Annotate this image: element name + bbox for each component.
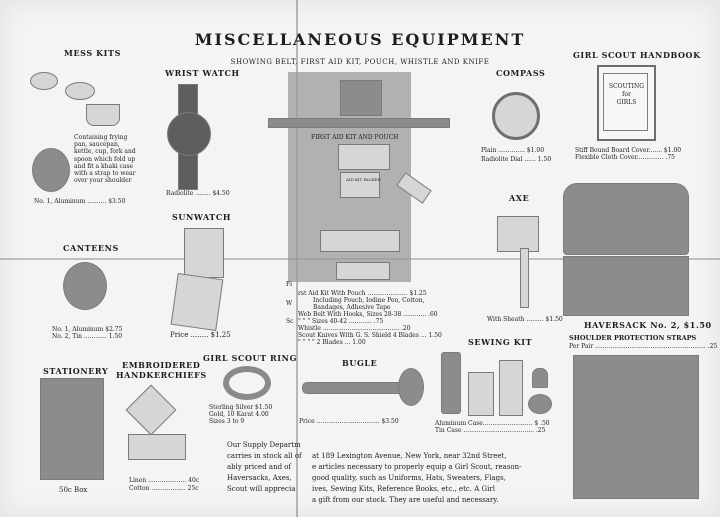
- bandages-image: [320, 230, 400, 252]
- sewing-case-open-image: [499, 360, 523, 416]
- bottom-text-left-3: ably priced and of: [227, 463, 292, 471]
- sewing-case-aluminum-image: [441, 352, 461, 414]
- axe-head-image: [497, 216, 539, 252]
- sunwatch-price: Price ........ $1.25: [170, 331, 231, 339]
- sunwatch-lid-image: [184, 228, 224, 278]
- bottom-text-right-3: good quality, such as Uniforms, Hats, Sweaters, Flags,: [312, 474, 506, 482]
- haversack-heading: HAVERSACK No. 2, $1.50: [584, 320, 712, 330]
- bottom-text-left-4: Haversacks, Axes,: [227, 474, 292, 482]
- handkerchiefs-heading-line1: EMBROIDERED: [122, 360, 201, 370]
- compass-heading: COMPASS: [496, 68, 546, 78]
- mess-kits-heading: MESS KITS: [64, 48, 121, 58]
- handbook-heading: GIRL SCOUT HANDBOOK: [573, 50, 701, 60]
- cotton-image: [336, 262, 390, 280]
- first-aid-inside-label: AID KIT PACKED: [346, 177, 381, 182]
- sewing-case-tin-image: [468, 372, 494, 416]
- first-aid-line-4: Web Belt With Hooks, Sizes 28-38 ............ .60: [298, 311, 438, 318]
- mess-kit-plate-image: [65, 82, 95, 100]
- first-aid-line-5: " " " Sizes 40-42 ............ .75: [298, 318, 384, 325]
- bugle-price: Price ................................. $3.50: [299, 418, 399, 425]
- sunwatch-heading: SUNWATCH: [172, 212, 231, 222]
- ring-heading: GIRL SCOUT RING: [203, 353, 297, 363]
- axe-price: With Sheath ......... $1.50: [487, 316, 563, 323]
- handkerchiefs-heading-line2: HANDKERCHIEFS: [116, 370, 207, 380]
- stationery-price: 50c Box: [59, 486, 88, 494]
- web-belt-image: [268, 118, 450, 128]
- first-aid-line-1: rst Aid Kit With Pouch ..................... $1.25: [298, 290, 427, 297]
- canteen-image: [63, 262, 107, 310]
- straps-price: Per Pair .......................................................... .25: [569, 343, 718, 350]
- thread-spool-image: [528, 394, 552, 414]
- mess-kits-price: No. 1, Aluminum .......... $3.50: [34, 198, 126, 205]
- sewing-kit-price-2: Tin Case ..................................... .25: [435, 427, 546, 434]
- bugle-bell-image: [398, 368, 424, 406]
- page-title: MISCELLANEOUS EQUIPMENT: [194, 30, 526, 49]
- bottom-text-left-1: Our Supply Departm: [227, 441, 301, 449]
- first-aid-line-7: Scout Knives With G. S. Shield 4 Blades ... 1.50: [298, 332, 442, 339]
- axe-heading: AXE: [509, 193, 530, 203]
- wrist-watch-heading: WRIST WATCH: [165, 68, 240, 78]
- sunwatch-base-image: [171, 273, 224, 331]
- first-aid-line-2: Including Pouch, Iodine Pen, Cotton,: [313, 297, 425, 304]
- haversack-lower-image: [563, 256, 689, 316]
- first-aid-line-8: " " " " 2 Blades ... 1.00: [298, 339, 366, 346]
- first-aid-line-3: Bandages, Adhesive Tape: [313, 304, 391, 311]
- haversack-image: [563, 183, 689, 255]
- handbook-cover-line-1: SCOUTING: [608, 83, 645, 90]
- page-subtitle: SHOWING BELT, FIRST AID KIT, POUCH, WHISTLE AND KNIFE: [230, 58, 490, 66]
- handkerchiefs-price-2: Cotton .................. 25c: [129, 485, 199, 492]
- mess-kits-description: Containing frying pan, saucepan, kettle, cup, fork and spoon which fold up and fit a khaki case with a strap to wear over your shoulder: [74, 134, 136, 185]
- bottom-text-right-1: at 189 Lexington Avenue, New York, near 32nd Street,: [312, 452, 507, 460]
- handbook-price-1: Stiff Bound Board Cover....... $1.00: [575, 147, 682, 154]
- girl-scout-ring-image: [223, 366, 271, 400]
- ring-price-2: Gold, 10 Karat 4.00: [209, 411, 269, 418]
- ring-price-1: Sterling Silver $1.50: [209, 404, 273, 411]
- first-aid-tin-image: [338, 144, 390, 170]
- straps-heading: SHOULDER PROTECTION STRAPS: [569, 334, 697, 342]
- bugle-heading: BUGLE: [342, 358, 378, 368]
- handbook-cover-line-2: for: [622, 91, 631, 98]
- sewing-kit-heading: SEWING KIT: [468, 337, 533, 347]
- mess-kit-kettle-image: [86, 104, 120, 126]
- bottom-text-right-2: e articles necessary to properly equip a Girl Scout, reason-: [312, 463, 522, 471]
- mess-kit-case-image: [32, 148, 70, 192]
- canteens-price-1: No. 1, Aluminum $2.75: [52, 326, 123, 333]
- compass-price-2: Radiolite Dial ...... 1.50: [481, 156, 552, 163]
- handbook-price-2: Flexible Cloth Cover.............. .75: [575, 154, 675, 161]
- axe-handle-image: [520, 248, 529, 308]
- bottom-text-left-5: Scout will apprecia: [227, 485, 296, 493]
- pouch-image: [340, 80, 382, 116]
- stationery-box-image: [40, 378, 104, 480]
- mess-kit-pan-image: [30, 72, 58, 90]
- stationery-heading: STATIONERY: [43, 366, 109, 376]
- bottom-text-right-5: a gift from our stock. They are useful and necessary.: [312, 496, 499, 504]
- handbook-cover-line-3: GIRLS: [616, 99, 637, 106]
- canteens-price-2: No. 2, Tin ............ 1.50: [52, 333, 123, 340]
- wrist-watch-price: Radiolite ........ $4.50: [166, 190, 230, 197]
- handkerchief-image: [126, 385, 177, 436]
- first-aid-fragment-1: Fi: [286, 281, 293, 288]
- canteens-heading: CANTEENS: [63, 243, 119, 253]
- handkerchief-cloth-image: [128, 434, 186, 460]
- bottom-text-right-4: ives, Sewing Kits, Reference Books, etc., etc. A Girl: [312, 485, 495, 493]
- sewing-kit-price-1: Aluminum Case.......................... $ .50: [435, 420, 550, 427]
- wrist-watch-image: [167, 112, 211, 156]
- bottom-text-left-2: carries in stock all of: [227, 452, 302, 460]
- compass-price-1: Plain .............. $1.00: [481, 147, 545, 154]
- handkerchiefs-price-1: Linen .................... 40c: [129, 477, 200, 484]
- first-aid-fragment-3: Sc: [286, 318, 294, 325]
- compass-image: [492, 92, 540, 140]
- thimble-image: [532, 368, 548, 388]
- shoulder-straps-image: [573, 355, 699, 499]
- handbook-cover-image: [597, 65, 656, 141]
- first-aid-label: FIRST AID KIT AND POUCH: [311, 134, 399, 141]
- first-aid-fragment-2: W: [286, 300, 293, 307]
- first-aid-line-6: Whistle ........................................ .20: [298, 325, 411, 332]
- ring-price-3: Sizes 3 to 9: [209, 418, 245, 425]
